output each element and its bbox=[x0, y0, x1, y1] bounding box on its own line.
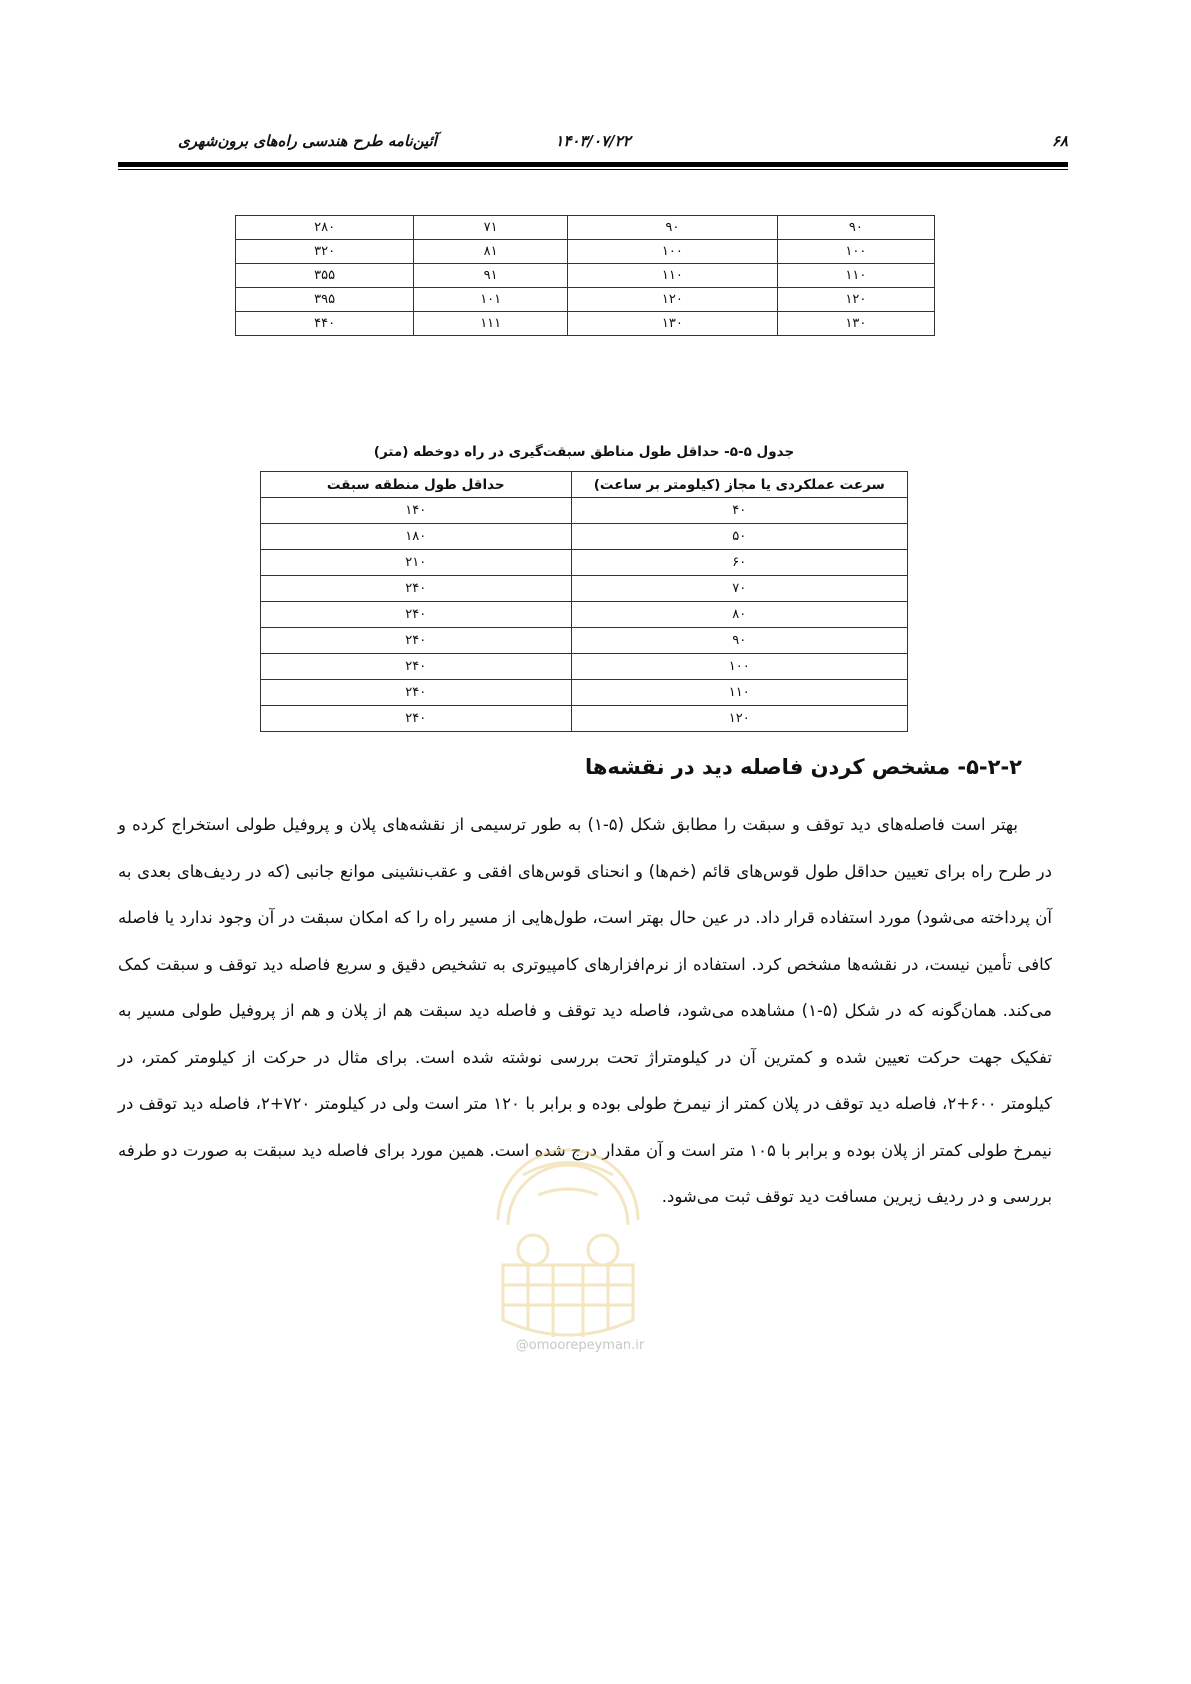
header-date: ۱۴۰۳/۰۷/۲۲ bbox=[555, 132, 631, 150]
header-speed: سرعت عملکردی یا مجاز (کیلومتر بر ساعت) bbox=[571, 472, 907, 498]
table-cell: ۷۱ bbox=[414, 216, 568, 240]
table-cell: ۹۱ bbox=[414, 264, 568, 288]
section-heading: ۵-۲-۲- مشخص کردن فاصله دید در نقشه‌ها bbox=[584, 755, 1022, 779]
table-cell: ۴۰ bbox=[571, 498, 907, 524]
table-cell: ۱۳۰ bbox=[777, 312, 934, 336]
table-cell: ۲۴۰ bbox=[261, 654, 572, 680]
table-cell: ۲۱۰ bbox=[261, 550, 572, 576]
table-row bbox=[236, 288, 935, 312]
table-cell: ۷۰ bbox=[571, 576, 907, 602]
page-header bbox=[118, 132, 1068, 156]
table-row bbox=[261, 654, 908, 680]
table-cell: ۱۰۰ bbox=[568, 240, 778, 264]
table-cell: ۲۴۰ bbox=[261, 602, 572, 628]
table-row bbox=[261, 498, 908, 524]
table-cell: ۲۸۰ bbox=[236, 216, 414, 240]
table-caption: جدول ۵-۵- حداقل طول مناطق سبقت‌گیری در راه دوخطه (متر) bbox=[373, 444, 795, 460]
table-cell: ۸۰ bbox=[571, 602, 907, 628]
table-row bbox=[236, 216, 935, 240]
watermark-url: @omoorepeyman.ir bbox=[515, 1338, 645, 1353]
table-header-row bbox=[261, 472, 908, 498]
table-cell: ۳۵۵ bbox=[236, 264, 414, 288]
table-cell: ۶۰ bbox=[571, 550, 907, 576]
table-cell: ۱۱۰ bbox=[568, 264, 778, 288]
table-cell: ۵۰ bbox=[571, 524, 907, 550]
table-cell: ۲۴۰ bbox=[261, 628, 572, 654]
header-rule-thick bbox=[118, 162, 1068, 167]
table-row bbox=[236, 240, 935, 264]
table-cell: ۱۲۰ bbox=[568, 288, 778, 312]
passing-zone-table bbox=[260, 471, 908, 732]
table-continuation bbox=[235, 215, 935, 336]
table-cell: ۴۴۰ bbox=[236, 312, 414, 336]
table-cell: ۱۲۰ bbox=[777, 288, 934, 312]
table-row bbox=[261, 602, 908, 628]
table-row bbox=[261, 524, 908, 550]
table-cell: ۳۲۰ bbox=[236, 240, 414, 264]
table-cell: ۳۹۵ bbox=[236, 288, 414, 312]
table-row bbox=[261, 576, 908, 602]
table-row bbox=[236, 312, 935, 336]
table-cell: ۲۴۰ bbox=[261, 576, 572, 602]
table-row bbox=[261, 680, 908, 706]
table-cell: ۱۳۰ bbox=[568, 312, 778, 336]
table-cell: ۸۱ bbox=[414, 240, 568, 264]
table-cell: ۱۱۱ bbox=[414, 312, 568, 336]
table-row bbox=[261, 550, 908, 576]
header-rule-thin bbox=[118, 169, 1068, 170]
table-cell: ۹۰ bbox=[571, 628, 907, 654]
table-row bbox=[261, 706, 908, 732]
table-row bbox=[236, 264, 935, 288]
table-cell: ۱۲۰ bbox=[571, 706, 907, 732]
table-cell: ۱۰۰ bbox=[571, 654, 907, 680]
table-cell: ۱۱۰ bbox=[777, 264, 934, 288]
table-cell: ۲۴۰ bbox=[261, 680, 572, 706]
table-cell: ۱۰۰ bbox=[777, 240, 934, 264]
page-number: ۶۸ bbox=[1051, 132, 1068, 150]
header-title: آئین‌نامه طرح هندسی راه‌های برون‌شهری bbox=[178, 132, 437, 150]
table-cell: ۱۸۰ bbox=[261, 524, 572, 550]
table-cell: ۱۱۰ bbox=[571, 680, 907, 706]
header-min-length: حداقل طول منطقه سبقت bbox=[261, 472, 572, 498]
table-cell: ۱۰۱ bbox=[414, 288, 568, 312]
table-cell: ۹۰ bbox=[777, 216, 934, 240]
table-row bbox=[261, 628, 908, 654]
table-cell: ۲۴۰ bbox=[261, 706, 572, 732]
table-cell: ۹۰ bbox=[568, 216, 778, 240]
body-paragraph: بهتر است فاصله‌های دید توقف و سبقت را مطابق شکل (۵-۱) به طور ترسیمی از نقشه‌های پلان و پروفیل طولی استخراج کرده و در طرح راه برای تعیین حداقل طول قوس‌های قائم (خم‌ها) و انحنای قوس‌های افقی و عقب‌نشینی موانع جانبی (که در ردیف‌های بعدی به آن پرداخته می‌شود) مورد استفاده قرار داد. در عین حال بهتر است، طول‌هایی از مسیر راه را که امکان سبقت در آن وجود ندارد یا فاصله کافی تأمین نیست، در نقشه‌ها مشخص کرد. استفاده از نرم‌افزارهای کامپیوتری به تشخیص دقیق و سریع فاصله دید توقف و سبقت کمک می‌کند. همان‌گونه که در شکل (۵-۱) مشاهده می‌شود، فاصله دید توقف و فاصله دید سبقت هم از پلان و هم از پروفیل طولی مسیر به تفکیک جهت حرکت تعیین شده و کمترین آن در کیلومتراژ تحت بررسی نوشته شده است. برای مثال در حرکت از کیلومتر کمتر، در کیلومتر ۶۰۰+۲، فاصله دید توقف در پلان کمتر از نیمرخ طولی بوده و برابر با ۱۲۰ متر است ولی در کیلومتر ۷۲۰+۲، فاصله دید توقف در نیمرخ طولی کمتر از پلان بوده و برابر با ۱۰۵ متر است و آن مقدار درج شده است. همین مورد برای فاصله دید سبقت به صورت دو طرفه بررسی و در ردیف زیرین مسافت دید توقف ثبت می‌شود. bbox=[118, 815, 1052, 1206]
table-cell: ۱۴۰ bbox=[261, 498, 572, 524]
